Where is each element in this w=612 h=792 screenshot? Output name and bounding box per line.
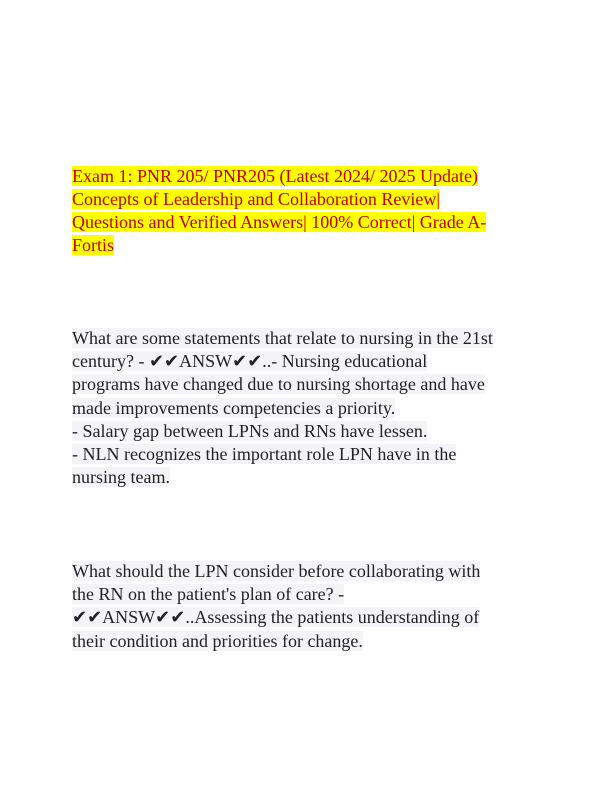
qa-line: ✔✔ANSW✔✔..Assessing the patients understanding of bbox=[72, 607, 480, 628]
question-answer-block bbox=[72, 327, 552, 489]
qa-line: - Salary gap between LPNs and RNs have lessen. bbox=[72, 420, 428, 441]
qa-line: nursing team. bbox=[72, 467, 170, 488]
qa-line: programs have changed due to nursing shortage and have bbox=[72, 374, 485, 395]
qa-line: What are some statements that relate to nursing in the 21st bbox=[72, 328, 493, 348]
qa-line: century? - ✔✔ANSW✔✔..- Nursing educational bbox=[72, 351, 428, 372]
qa-line: the RN on the patient's plan of care? - bbox=[72, 584, 345, 605]
title-line: Fortis bbox=[72, 235, 115, 255]
qa-line: - NLN recognizes the important role LPN have in the bbox=[72, 444, 457, 465]
question-answer-block bbox=[72, 560, 552, 653]
title-line: Questions and Verified Answers| 100% Correct| Grade A- bbox=[72, 212, 487, 232]
qa-line: made improvements competencies a priority. bbox=[72, 397, 396, 418]
document-title bbox=[72, 165, 552, 257]
title-line: Concepts of Leadership and Collaboration Review| bbox=[72, 189, 441, 209]
title-line: Exam 1: PNR 205/ PNR205 (Latest 2024/ 2025 Update) bbox=[72, 166, 478, 186]
qa-line: What should the LPN consider before collaborating with bbox=[72, 561, 481, 581]
qa-line: their condition and priorities for change. bbox=[72, 630, 363, 651]
